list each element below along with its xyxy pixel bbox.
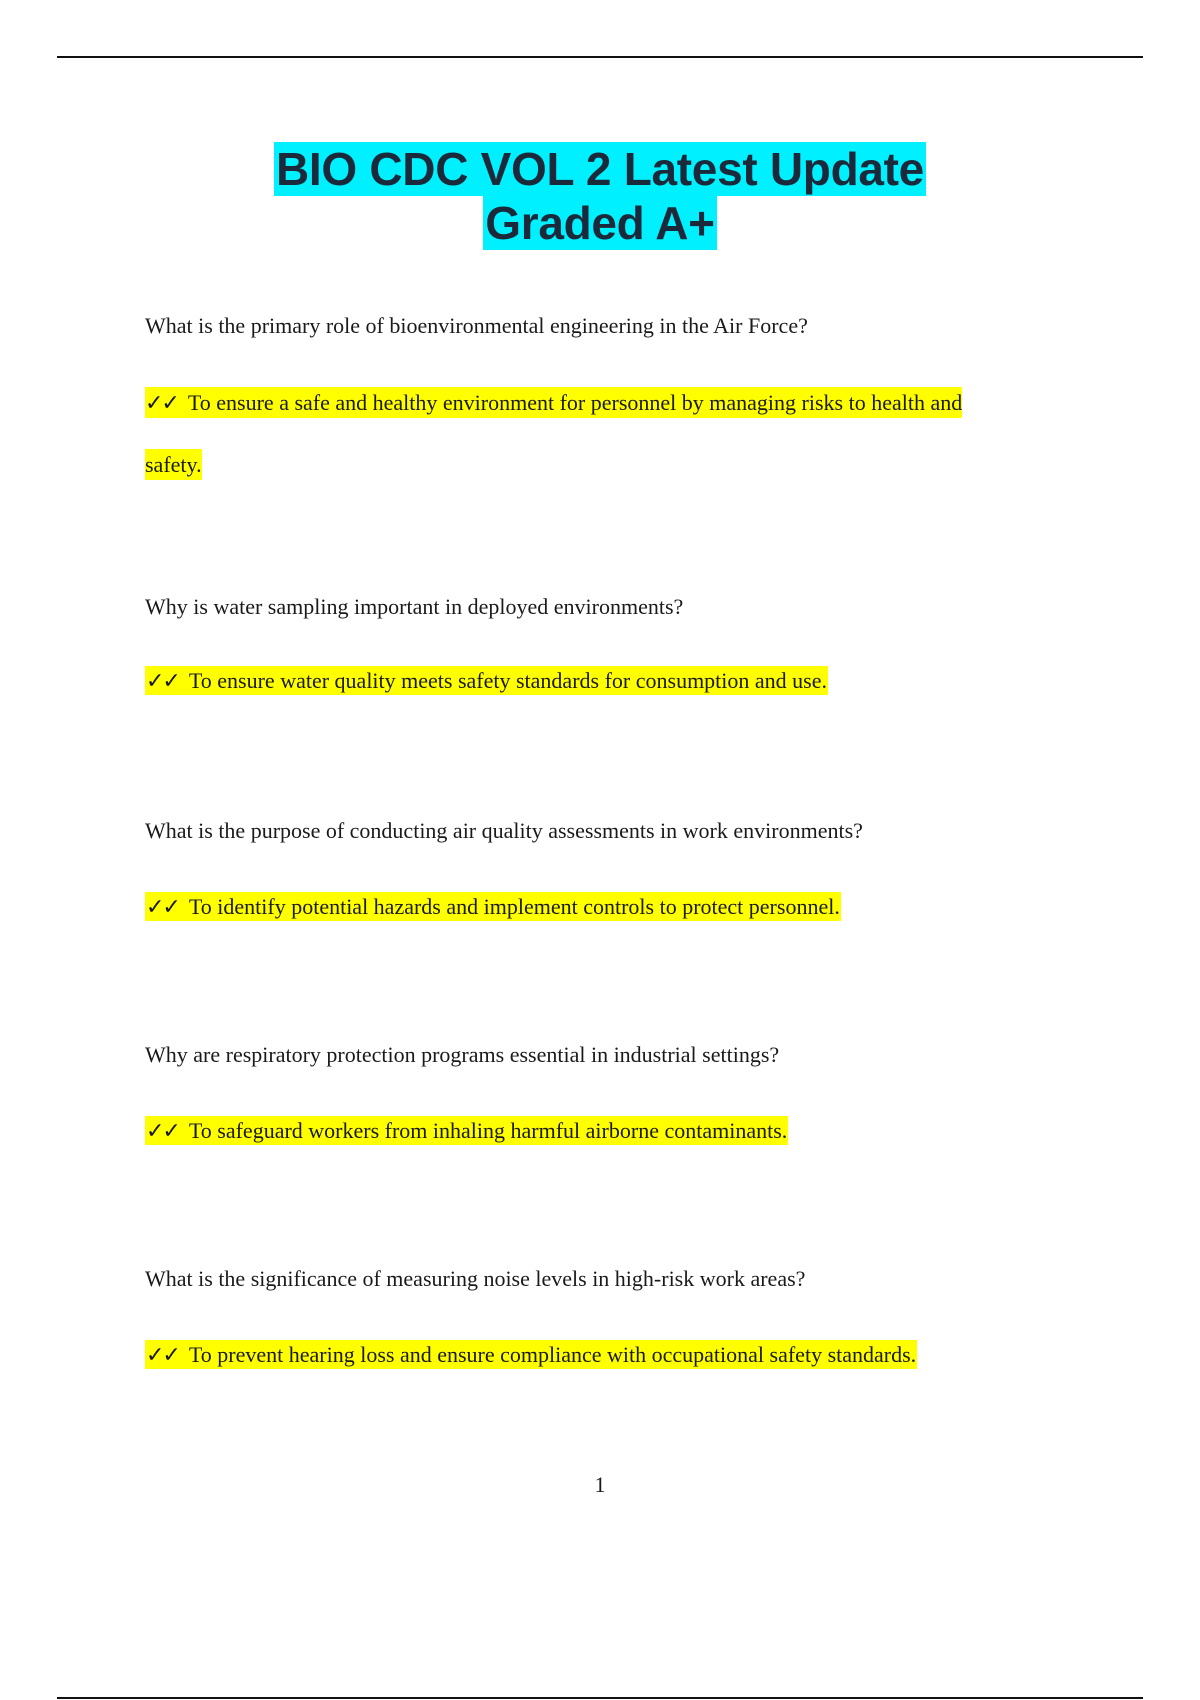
check-icon: ✓✓ [145, 391, 178, 416]
answer-1 [145, 372, 1045, 495]
title-line-1: BIO CDC VOL 2 Latest Update [276, 143, 924, 195]
answer-3 [145, 895, 841, 920]
check-icon: ✓✓ [146, 669, 179, 694]
answer-2 [145, 669, 828, 694]
check-icon: ✓✓ [146, 1343, 179, 1368]
answer-4 [145, 1119, 788, 1144]
answer-5 [145, 1343, 917, 1368]
check-icon: ✓✓ [146, 1119, 179, 1144]
bottom-rule [57, 1697, 1143, 1699]
question-2: Why is water sampling important in deployed environments? [145, 594, 684, 619]
answer-4-text: To safeguard workers from inhaling harmful airborne contaminants. [188, 1118, 788, 1143]
title-line-2: Graded A+ [485, 197, 715, 249]
answer-2-text: To ensure water quality meets safety standards for consumption and use. [188, 668, 827, 693]
question-1: What is the primary role of bioenvironmental engineering in the Air Force? [145, 313, 808, 338]
document-title [0, 142, 1200, 250]
answer-1-line-1: To ensure a safe and healthy environment for personnel by managing risks to health and [187, 390, 963, 415]
answer-1-line-2: safety. [145, 449, 202, 480]
answer-5-text: To prevent hearing loss and ensure compliance with occupational safety standards. [188, 1342, 917, 1367]
answer-3-text: To identify potential hazards and implement controls to protect personnel. [188, 894, 840, 919]
question-3: What is the purpose of conducting air quality assessments in work environments? [145, 818, 863, 843]
question-5: What is the significance of measuring noise levels in high-risk work areas? [145, 1266, 806, 1291]
top-rule [57, 56, 1143, 58]
check-icon: ✓✓ [146, 895, 179, 920]
question-4: Why are respiratory protection programs essential in industrial settings? [145, 1042, 780, 1067]
page-number: 1 [594, 1472, 606, 1497]
